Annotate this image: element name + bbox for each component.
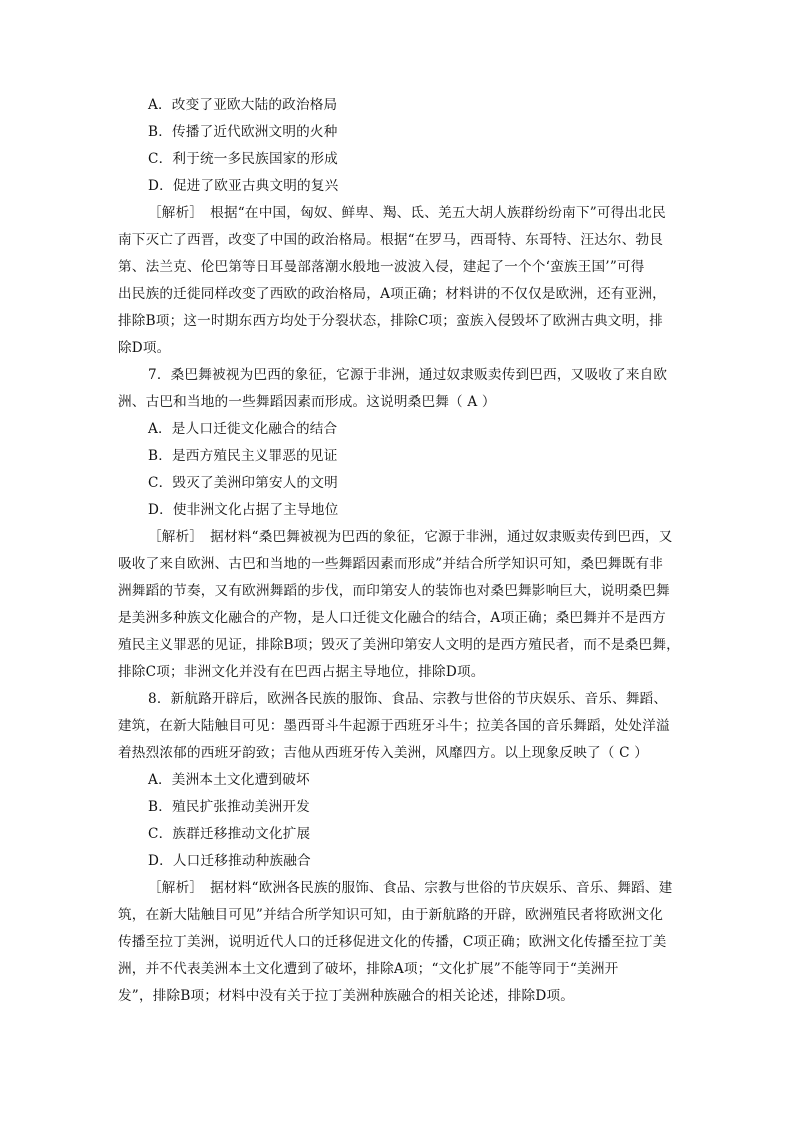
q6-option-a: A．改变了亚欧大陆的政治格局 bbox=[148, 97, 338, 113]
q8-stem-line: 建筑，在新大陆触目可见：墨西哥斗牛起源于西班牙斗牛；拉美各国的音乐舞蹈，处处洋溢 bbox=[118, 718, 670, 734]
q7-analysis-line: ［解析］ 据材料“桑巴舞被视为巴西的象征，它源于非洲，通过奴隶贩卖传到巴西，又 bbox=[148, 529, 673, 545]
q7-analysis-line: 排除C项；非洲文化并没有在巴西占据主导地位，排除D项。 bbox=[118, 664, 485, 680]
q6-analysis-line: 出民族的迁徙同样改变了西欧的政治格局，A项正确；材料讲的不仅仅是欧洲，还有亚洲， bbox=[118, 286, 666, 302]
q8-option-c: C．族群迁移推动文化扩展 bbox=[148, 826, 311, 842]
q8-option-a: A．美洲本土文化遭到破坏 bbox=[148, 772, 310, 788]
q8-option-b: B．殖民扩张推动美洲开发 bbox=[148, 799, 310, 815]
q6-analysis-line: 排除B项；这一时期东西方均处于分裂状态，排除C项；蛮族入侵毁坏了欧洲古典文明，排 bbox=[118, 313, 663, 329]
q8-analysis-line: 传播至拉丁美洲，说明近代人口的迁移促进文化的传播，C项正确；欧洲文化传播至拉丁美 bbox=[118, 934, 667, 950]
q6-analysis-line: 除D项。 bbox=[118, 340, 171, 356]
q7-stem-line: 7．桑巴舞被视为巴西的象征，它源于非洲，通过奴隶贩卖传到巴西，又吸收了来自欧 bbox=[148, 367, 668, 383]
q6-analysis-line: 南下灭亡了西晋，改变了中国的政治格局。根据“在罗马，西哥特、东哥特、汪达尔、勃艮 bbox=[118, 232, 664, 248]
q7-option-c: C．毁灭了美洲印第安人的文明 bbox=[148, 475, 338, 491]
q7-analysis-line: 吸收了来自欧洲、古巴和当地的一些舞蹈因素而形成”并结合所学知识可知，桑巴舞既有非 bbox=[118, 556, 664, 572]
q8-analysis-line: 洲，并不代表美洲本土文化遭到了破坏，排除A项；“文化扩展”不能等同于“美洲开 bbox=[118, 961, 619, 977]
q7-analysis-line: 殖民主义罪恶的见证，排除B项；毁灭了美洲印第安人文明的是西方殖民者，而不是桑巴舞， bbox=[118, 637, 680, 653]
q8-analysis-line: 发”，排除B项；材料中没有关于拉丁美洲种族融合的相关论述，排除D项。 bbox=[118, 988, 575, 1004]
q7-analysis-line: 洲舞蹈的节奏，又有欧洲舞蹈的步伐，而印第安人的装饰也对桑巴舞影响巨大，说明桑巴舞 bbox=[118, 583, 670, 599]
q6-option-b: B．传播了近代欧洲文明的火种 bbox=[148, 124, 338, 140]
q6-analysis-line: 第、法兰克、伦巴第等日耳曼部落潮水般地一波波入侵，建起了一个个‘蛮族王国’”可得 bbox=[118, 259, 645, 275]
q6-option-d: D．促进了欧亚古典文明的复兴 bbox=[148, 178, 339, 194]
q7-option-b: B．是西方殖民主义罪恶的见证 bbox=[148, 448, 338, 464]
q7-analysis-line: 是美洲多种族文化融合的产物，是人口迁徙文化融合的结合，A项正确；桑巴舞并不是西方 bbox=[118, 610, 666, 626]
q7-option-a: A．是人口迁徙文化融合的结合 bbox=[148, 421, 338, 437]
q7-option-d: D．使非洲文化占据了主导地位 bbox=[148, 502, 339, 518]
q8-option-d: D．人口迁移推动种族融合 bbox=[148, 853, 311, 869]
q6-analysis-line: ［解析］ 根据“在中国，匈奴、鲜卑、羯、氐、羌五大胡人族群纷纷南下”可得出北民 bbox=[148, 205, 666, 221]
q6-option-c: C．利于统一多民族国家的形成 bbox=[148, 151, 338, 167]
q8-analysis-line: 筑，在新大陆触目可见”并结合所学知识可知，由于新航路的开辟，欧洲殖民者将欧洲文化 bbox=[118, 907, 664, 923]
q8-stem-line: 着热烈浓郁的西班牙韵致；吉他从西班牙传入美洲，风靡四方。以上现象反映了（ C ） bbox=[118, 745, 649, 761]
q8-stem-line: 8．新航路开辟后，欧洲各民族的服饰、食品、宗教与世俗的节庆娱乐、音乐、舞蹈、 bbox=[148, 691, 668, 707]
q7-stem-line: 洲、古巴和当地的一些舞蹈因素而形成。这说明桑巴舞（ A ） bbox=[118, 394, 496, 410]
q8-analysis-line: ［解析］ 据材料“欧洲各民族的服饰、食品、宗教与世俗的节庆娱乐、音乐、舞蹈、建 bbox=[148, 880, 673, 896]
